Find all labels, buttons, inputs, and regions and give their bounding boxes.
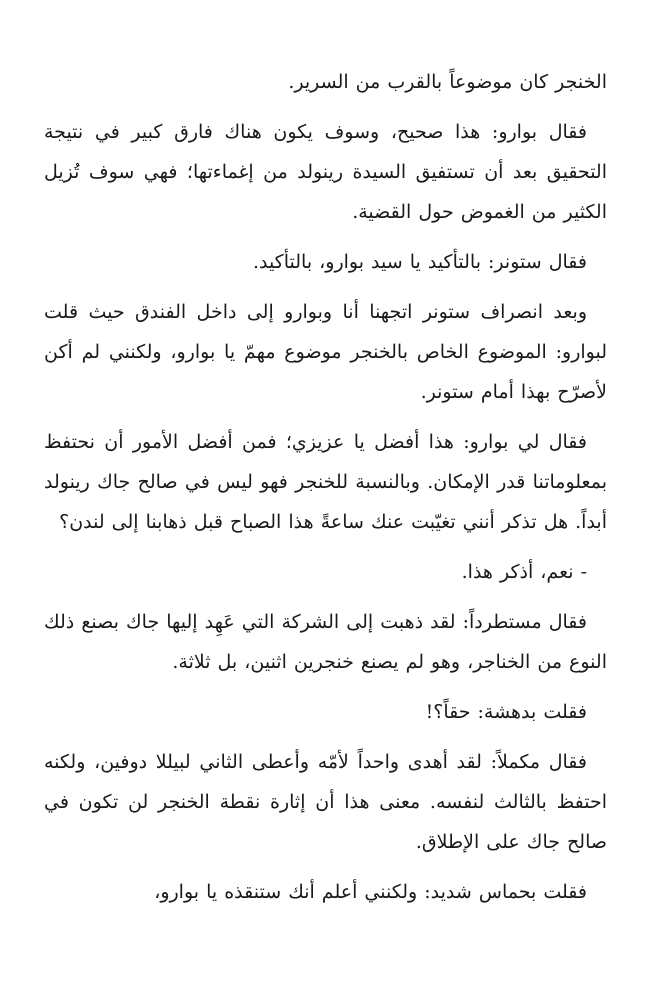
paragraph-gifts: فقال مكملاً: لقد أهدى واحداً لأمّه وأعطى الثاني لبيللا دوفين، ولكنه احتفظ بالثالث لنفسه. معنى هذا أن إثارة نقطة الخنجر لن تكون في صالح جاك على الإطلاق. [44,751,607,853]
paragraph-surprise: فقلت بدهشة: حقاً؟! [425,701,587,723]
paragraph-poirot-reply: فقال بوارو: هذا صحيح، وسوف يكون هناك فارق كبير في نتيجة التحقيق بعد أن تستفيق السيدة رينولد من إغماءتها؛ فهي سوف تُزيل الكثير من الغموض حول القضية. [44,121,607,223]
paragraph-three-daggers: فقال مستطرداً: لقد ذهبت إلى الشركة التي عَهِد إليها جاك بصنع ذلك النوع من الخناجر، وهو لم يصنع خنجرين اثنين، بل ثلاثة. [44,611,607,673]
paragraph-yes-reply: - نعم، أذكر هذا. [461,561,587,583]
paragraph-poirot-explains: فقال لي بوارو: هذا أفضل يا عزيزي؛ فمن أفضل الأمور أن نحتفظ بمعلوماتنا قدر الإمكان. وبالنسبة للخنجر فهو ليس في صالح جاك رينولد أبداً. هل تذكر أنني تغيّبت عنك ساعةً هذا الصباح قبل ذهابنا إلى لندن؟ [44,431,607,533]
paragraph-stoner-reply: فقال ستونر: بالتأكيد يا سيد بوارو، بالتأكيد. [252,251,587,273]
paragraph-hotel-conversation: وبعد انصراف ستونر اتجهنا أنا وبوارو إلى داخل الفندق حيث قلت لبوارو: الموضوع الخاص بالخنجر موضوع مهمّ يا بوارو، ولكنني لم أكن لأصرّح بهذا أمام ستونر. [44,301,607,403]
paragraph-dagger-location: الخنجر كان موضوعاً بالقرب من السرير. [288,71,607,93]
paragraph-enthusiasm: فقلت بحماس شديد: ولكنني أعلم أنك ستنقذه يا بوارو، [154,881,587,903]
